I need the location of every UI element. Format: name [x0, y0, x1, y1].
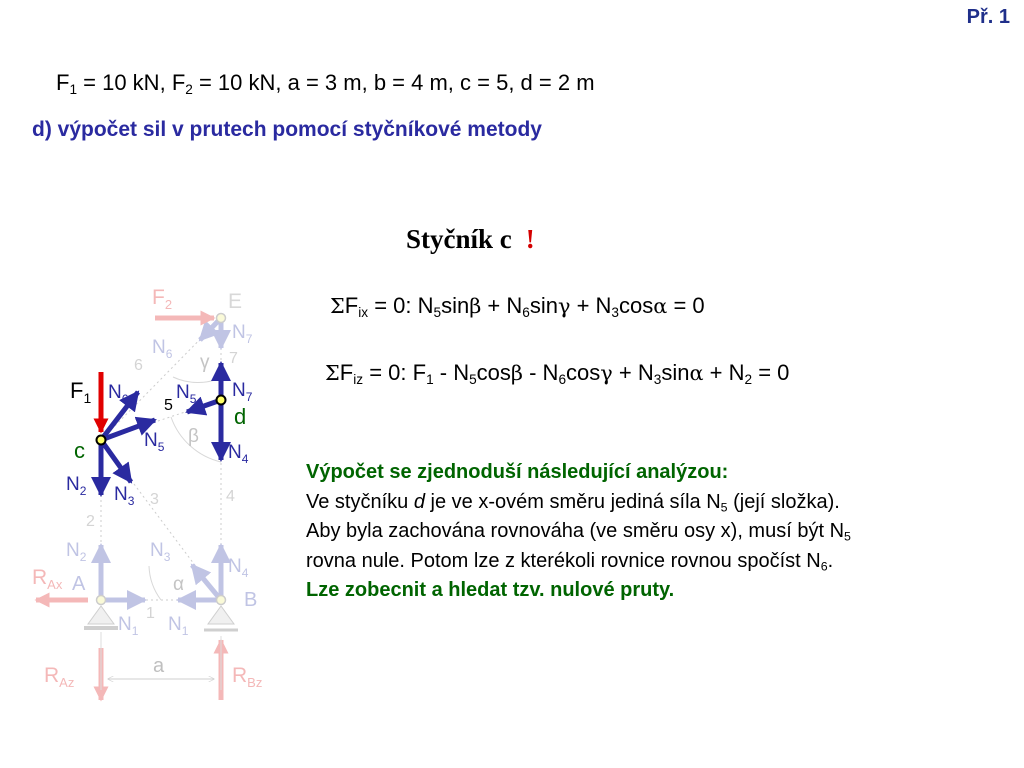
label-n6-top: $N_6$ [152, 337, 173, 361]
eq-z-p2: - N [433, 360, 470, 385]
member-number-3: 3 [150, 491, 159, 508]
eq-x-sigma: Σ [330, 294, 345, 318]
equation-x [330, 293, 705, 319]
label-n2-bottom: $N_2$ [66, 540, 87, 564]
analysis-line-3 [306, 517, 851, 547]
faded-reactions [36, 318, 221, 700]
analysis-heading: Výpočet se zjednoduší následující analýzou: [306, 461, 729, 483]
eq-x-s1: 5 [433, 304, 442, 320]
section-title: d) výpočet sil v prutech pomocí styčníkové metody [32, 118, 542, 141]
eq-z-f-sub: iz [353, 371, 364, 387]
analysis-l4-end: . [827, 549, 834, 572]
given-f2-letter: F [171, 70, 186, 95]
eq-z-g1: β [510, 361, 523, 385]
member-number-1: 1 [146, 605, 155, 622]
label-n6: $N_6$ [108, 382, 129, 406]
eq-z-p8: + N [703, 360, 745, 385]
eq-z-p5: cos [566, 360, 601, 385]
label-n5-c: $N_5$ [144, 430, 165, 454]
angle-beta: β [188, 426, 199, 447]
eq-z-p1: = 0: F [363, 360, 427, 385]
angle-gamma: γ [200, 352, 210, 373]
label-n4-bottom: $N_4$ [228, 556, 249, 580]
label-node-d: d [234, 404, 247, 429]
eq-x-f: F [344, 293, 359, 318]
label-n1-right: $N_1$ [168, 614, 189, 638]
analysis-l2b: je ve x-ovém směru jediná síla N [424, 490, 721, 513]
label-n7: $N_7$ [232, 380, 253, 404]
label-n7-top: $N_7$ [232, 322, 253, 346]
analysis-l2-node: d [413, 490, 425, 513]
eq-z-f: F [339, 360, 354, 385]
label-n4: $N_4$ [228, 442, 249, 466]
given-f1-value: = 10 kN, [77, 70, 172, 95]
analysis-l2c: (její složka). [727, 490, 840, 513]
node-a [97, 596, 106, 605]
eq-z-p3: cos [476, 360, 511, 385]
analysis-l4: rovna nule. Potom lze z kterékoli rovnice rovnou spočíst N [306, 549, 821, 572]
analysis-text [306, 458, 851, 606]
eq-z-p4: - N [523, 360, 559, 385]
eq-x-p5: + N [570, 293, 612, 318]
given-f1-sub: 1 [69, 81, 78, 97]
eq-z-g3: α [689, 361, 704, 385]
member-number-5: 5 [164, 397, 173, 414]
label-node-a: A [72, 573, 86, 595]
node-title [406, 224, 535, 255]
node-e [217, 314, 226, 323]
analysis-line-2 [306, 488, 851, 518]
eq-x-p3: + N [481, 293, 523, 318]
eq-z-s5: 2 [744, 371, 753, 387]
alpha-arc [149, 566, 161, 600]
eq-z-g2: γ [600, 361, 613, 385]
label-rbz: $R_{Bz}$ [232, 664, 263, 690]
label-node-b: B [244, 589, 258, 611]
eq-x-p6: cos [619, 293, 654, 318]
analysis-line-4 [306, 547, 851, 577]
label-n3: $N_3$ [114, 484, 135, 508]
eq-z-p6: + N [612, 360, 654, 385]
label-n3-bottom: $N_3$ [150, 540, 171, 564]
member-number-7: 7 [229, 350, 238, 367]
eq-z-s3: 6 [558, 371, 567, 387]
faded-n3-at-b [192, 565, 221, 600]
eq-x-p7: = 0 [667, 293, 705, 318]
eq-x-f-sub: ix [358, 304, 369, 320]
label-node-c: c [74, 438, 85, 463]
label-rax: $R_{Ax}$ [32, 566, 63, 592]
eq-z-s1: 1 [426, 371, 434, 387]
label-raz: $R_{Az}$ [44, 664, 75, 690]
eq-x-s2: 6 [522, 304, 530, 320]
eq-z-sigma: Σ [325, 361, 340, 385]
eq-x-g3: α [653, 294, 668, 318]
n3-arrow [101, 440, 131, 482]
node-b [217, 596, 226, 605]
eq-x-s3: 3 [611, 304, 619, 320]
eq-x-p4: sin [529, 293, 558, 318]
member-number-4: 4 [226, 488, 235, 505]
label-n2: $N_2$ [66, 474, 87, 498]
label-f1: $F_1$ [70, 378, 92, 406]
eq-x-p2: sin [441, 293, 470, 318]
analysis-l4-sub: 6 [820, 558, 828, 573]
label-n1-left: $N_1$ [118, 614, 139, 638]
eq-z-s4: 3 [653, 371, 662, 387]
given-f2-sub: 2 [185, 81, 193, 97]
given-rest: = 10 kN, a = 3 m, b = 4 m, c = 5, d = 2 m [192, 70, 595, 95]
eq-z-p9: = 0 [752, 360, 790, 385]
eq-z-p7: sin [661, 360, 690, 385]
node-d [217, 396, 226, 405]
node-title-exclamation: ! [525, 224, 535, 254]
label-node-e: E [228, 290, 243, 313]
analysis-l2-sub: 5 [720, 499, 728, 514]
node-title-text: Styčník c [406, 224, 512, 254]
eq-x-p1: = 0: N [368, 293, 434, 318]
given-f1-letter: F [56, 70, 70, 95]
eq-x-g1: β [469, 294, 482, 318]
member-number-2: 2 [86, 513, 95, 530]
support-b [204, 606, 238, 630]
page-number: Př. 1 [966, 6, 1010, 28]
eq-x-g2: γ [557, 294, 571, 318]
angle-arcs [149, 377, 221, 600]
dimension-a-label: a [153, 655, 165, 677]
eq-z-s2: 5 [469, 371, 477, 387]
node-c [97, 436, 106, 445]
analysis-l3a: Aby byla zachována rovnováha (ve směru osy x), musí být N [306, 520, 845, 542]
label-n5-top: $N_5$ [176, 382, 197, 406]
analysis-l3-sub: 5 [844, 529, 851, 544]
analysis-conclusion: Lze zobecnit a hledat tzv. nulové pruty. [306, 579, 675, 601]
member-number-6: 6 [134, 357, 143, 374]
angle-alpha: α [173, 574, 184, 595]
truss-diagram [0, 0, 300, 720]
label-f2: $F_2$ [152, 286, 173, 312]
analysis-l2a: Ve styčníku [306, 490, 414, 513]
support-a [84, 606, 118, 628]
equation-z [325, 360, 789, 386]
